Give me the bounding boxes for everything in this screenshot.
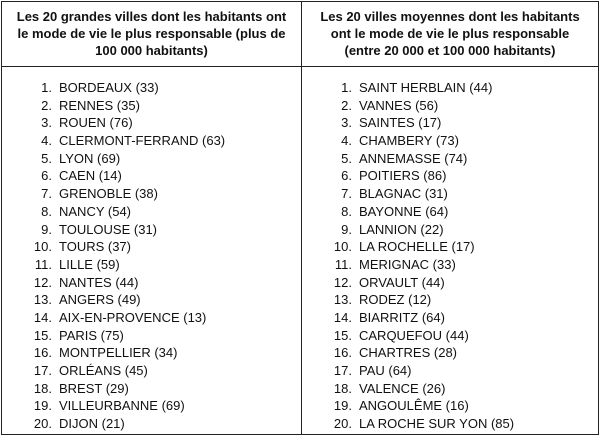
city-name: NANTES (44): [59, 274, 139, 290]
city-name: RENNES (35): [59, 97, 140, 113]
list-item: [2, 97, 301, 115]
rank-number: 1.: [41, 80, 52, 95]
list-item: [2, 397, 301, 415]
medium-cities-header: [302, 2, 598, 67]
rank-number: 17.: [333, 363, 352, 378]
list-item: [2, 344, 301, 362]
city-name: PARIS (75): [59, 327, 124, 343]
list-item: [2, 274, 301, 292]
list-item: [302, 309, 598, 327]
rank-number: 13.: [33, 292, 52, 308]
list-item: [2, 415, 301, 433]
list-item: [2, 309, 301, 327]
rank-number: 18.: [333, 380, 352, 396]
city-name: POITIERS (86): [359, 168, 447, 184]
rankings-table: [1, 1, 599, 435]
list-item: [302, 203, 598, 221]
rank-number: 13.: [333, 292, 352, 308]
rank-number: 20.: [333, 416, 352, 432]
rank-number: 11.: [334, 256, 352, 272]
rank-number: 12.: [33, 274, 52, 290]
rank-number: 3.: [341, 115, 352, 131]
list-item: [302, 397, 598, 415]
rank-number: 10.: [333, 239, 352, 255]
city-name: CARQUEFOU (44): [359, 327, 469, 343]
city-name: DIJON (21): [59, 416, 125, 432]
city-name: BREST (29): [59, 380, 129, 396]
city-name: ORVAULT (44): [359, 274, 445, 290]
list-item: [302, 97, 598, 115]
rank-number: 5.: [41, 150, 52, 166]
list-item: [2, 114, 301, 132]
city-name: CLERMONT-FERRAND (63): [59, 133, 226, 149]
list-item: [2, 203, 301, 221]
large-cities-column: [2, 2, 302, 434]
rank-number: 6.: [341, 168, 352, 184]
large-cities-title-line-1: Les 20 grandes villes dont les habitants ont: [16, 9, 287, 24]
city-name: SAINT HERBLAIN (44): [359, 80, 493, 95]
list-item: [302, 132, 598, 150]
city-name: TOULOUSE (31): [59, 221, 158, 237]
city-name: TOURS (37): [59, 239, 131, 255]
rank-number: 16.: [33, 345, 52, 361]
medium-cities-column: [302, 2, 598, 434]
large-cities-header: [2, 2, 301, 67]
city-name: CHAMBERY (73): [359, 133, 459, 149]
list-item: [2, 150, 301, 168]
list-item: [302, 415, 598, 433]
rank-number: 19.: [33, 398, 52, 414]
medium-cities-list: [302, 79, 598, 433]
rank-number: 9.: [341, 221, 352, 237]
city-name: PAU (64): [359, 363, 412, 378]
list-item: [302, 380, 598, 398]
rank-number: 2.: [41, 97, 52, 113]
city-name: ANGOULÊME (16): [359, 398, 469, 414]
city-name: ORLÉANS (45): [59, 363, 148, 378]
rank-number: 15.: [333, 327, 352, 343]
rank-number: 2.: [341, 97, 352, 113]
city-name: LA ROCHELLE (17): [359, 239, 475, 255]
rank-number: 16.: [333, 345, 352, 361]
list-item: [2, 380, 301, 398]
list-item: [2, 221, 301, 239]
list-item: [302, 256, 598, 274]
list-item: [2, 132, 301, 150]
list-item: [2, 167, 301, 185]
rank-number: 12.: [333, 274, 352, 290]
list-item: [2, 185, 301, 203]
rank-number: 11.: [34, 256, 52, 272]
list-item: [302, 274, 598, 292]
list-item: [302, 238, 598, 256]
city-name: VALENCE (26): [359, 380, 446, 396]
rank-number: 18.: [33, 380, 52, 396]
list-item: [302, 167, 598, 185]
city-name: CAEN (14): [59, 168, 122, 184]
rank-number: 19.: [333, 398, 352, 414]
list-item: [302, 344, 598, 362]
rank-number: 6.: [41, 168, 52, 184]
city-name: BLAGNAC (31): [359, 186, 448, 202]
city-name: AIX-EN-PROVENCE (13): [59, 309, 207, 325]
city-name: LILLE (59): [59, 256, 120, 272]
city-name: MERIGNAC (33): [359, 256, 456, 272]
city-name: LA ROCHE SUR YON (85): [359, 416, 515, 432]
medium-cities-title-line-1: Les 20 villes moyennes dont les habitants: [320, 9, 580, 24]
list-item: [302, 114, 598, 132]
city-name: SAINTES (17): [359, 115, 442, 131]
city-name: BAYONNE (64): [359, 203, 449, 219]
rank-number: 4.: [41, 133, 52, 149]
rank-number: 10.: [33, 239, 52, 255]
rank-number: 1.: [341, 80, 352, 95]
rank-number: 8.: [41, 203, 52, 219]
list-item: [2, 238, 301, 256]
list-item: [2, 256, 301, 274]
city-name: GRENOBLE (38): [59, 186, 158, 202]
rank-number: 4.: [341, 133, 352, 149]
city-name: VILLEURBANNE (69): [59, 398, 185, 414]
rank-number: 14.: [33, 309, 52, 325]
list-item: [302, 327, 598, 345]
list-item: [302, 291, 598, 309]
city-name: CHARTRES (28): [359, 345, 458, 361]
city-name: LANNION (22): [359, 221, 444, 237]
rank-number: 17.: [33, 363, 52, 378]
list-item: [2, 327, 301, 345]
large-cities-list: [2, 79, 301, 433]
rank-number: 8.: [341, 203, 352, 219]
city-name: ANNEMASSE (74): [359, 150, 468, 166]
rank-number: 15.: [33, 327, 52, 343]
rank-number: 7.: [41, 186, 52, 202]
list-item: [302, 185, 598, 203]
city-name: RODEZ (12): [359, 292, 432, 308]
large-cities-title-line-2: le mode de vie le plus responsable (plus de: [17, 26, 286, 41]
city-name: ROUEN (76): [59, 115, 133, 131]
list-item: [2, 79, 301, 97]
list-item: [302, 362, 598, 380]
rank-number: 5.: [341, 150, 352, 166]
city-name: VANNES (56): [359, 97, 439, 113]
city-name: NANCY (54): [59, 203, 132, 219]
city-name: ANGERS (49): [59, 292, 141, 308]
rank-number: 9.: [41, 221, 52, 237]
list-item: [302, 150, 598, 168]
list-item: [2, 362, 301, 380]
list-item: [302, 79, 598, 97]
large-cities-title-line-3: 100 000 habitants): [95, 43, 208, 58]
rank-number: 7.: [341, 186, 352, 202]
rank-number: 20.: [33, 416, 52, 432]
medium-cities-title-line-3: (entre 20 000 et 100 000 habitants): [344, 43, 556, 58]
city-name: MONTPELLIER (34): [59, 345, 178, 361]
city-name: BORDEAUX (33): [59, 80, 159, 95]
list-item: [2, 291, 301, 309]
rank-number: 3.: [41, 115, 52, 131]
city-name: LYON (69): [59, 150, 121, 166]
city-name: BIARRITZ (64): [359, 309, 445, 325]
medium-cities-title-line-2: ont le mode de vie le plus responsable: [330, 26, 570, 41]
list-item: [302, 221, 598, 239]
rank-number: 14.: [333, 309, 352, 325]
